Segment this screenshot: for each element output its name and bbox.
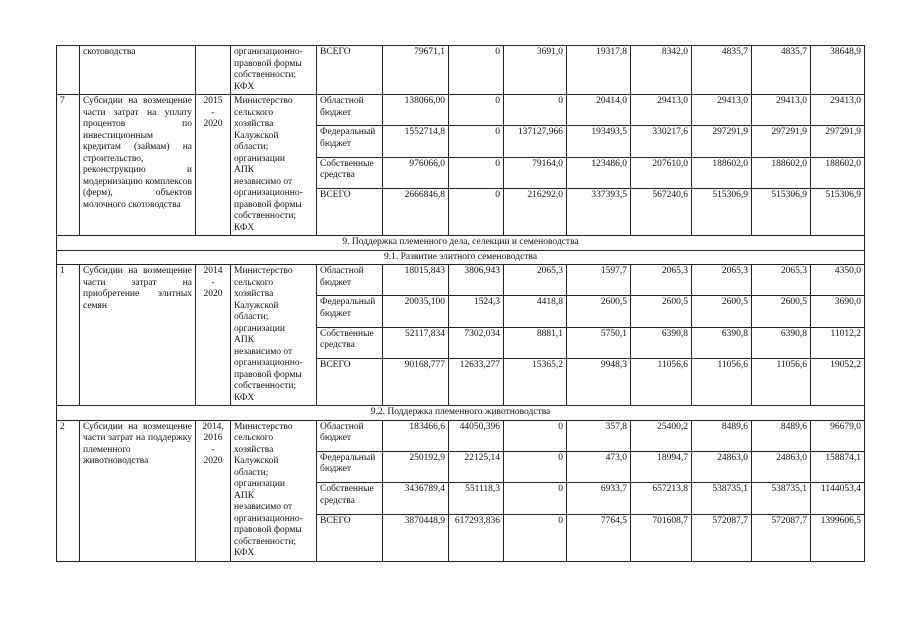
item-executor-cell: Министерство сельского хозяйства Калужской области; организации АПК независимо от организационно- правовой формы собственности; КФХ xyxy=(231,265,317,406)
amount-cell: 0 xyxy=(504,483,567,514)
table-row xyxy=(57,95,865,126)
amount-cell: 216292,0 xyxy=(504,189,567,236)
amount-cell: 4418,8 xyxy=(504,296,567,327)
amount-cell: 8881,1 xyxy=(504,327,567,358)
amount-cell: 9948,3 xyxy=(567,359,631,406)
amount-cell: 250192,9 xyxy=(383,451,449,482)
funding-source-cell: Собственные средства xyxy=(317,483,383,514)
item-number-cell: 1 xyxy=(57,265,80,406)
amount-cell: 188602,0 xyxy=(811,157,865,188)
amount-cell: 976066,0 xyxy=(383,157,449,188)
item-name-cell: Субсидии на возмещение части затрат на поддержку племенного животноводства xyxy=(80,420,196,561)
amount-cell: 188602,0 xyxy=(752,157,811,188)
amount-cell: 0 xyxy=(504,451,567,482)
amount-cell: 29413,0 xyxy=(811,95,865,126)
amount-cell: 20414,0 xyxy=(567,95,631,126)
amount-cell: 29413,0 xyxy=(752,95,811,126)
amount-cell: 567240,6 xyxy=(631,189,692,236)
amount-cell: 2065,3 xyxy=(692,265,752,296)
amount-cell: 79671,1 xyxy=(383,46,449,95)
amount-cell: 617293,836 xyxy=(449,514,504,561)
funding-source-cell: Федеральный бюджет xyxy=(317,126,383,157)
amount-cell: 337393,5 xyxy=(567,189,631,236)
amount-cell: 38648,9 xyxy=(811,46,865,95)
amount-cell: 3870448,9 xyxy=(383,514,449,561)
amount-cell: 0 xyxy=(449,95,504,126)
amount-cell: 515306,9 xyxy=(752,189,811,236)
section-heading: 9. Поддержка племенного дела, селекции и семеноводства xyxy=(57,236,865,251)
amount-cell: 2666846,8 xyxy=(383,189,449,236)
item-number-cell: 7 xyxy=(57,95,80,236)
amount-cell: 22125,14 xyxy=(449,451,504,482)
amount-cell: 0 xyxy=(449,189,504,236)
section-heading-row xyxy=(57,406,865,421)
table-row xyxy=(57,46,865,95)
amount-cell: 158874,1 xyxy=(811,451,865,482)
amount-cell: 297291,9 xyxy=(811,126,865,157)
amount-cell: 29413,0 xyxy=(692,95,752,126)
amount-cell: 538735,1 xyxy=(692,483,752,514)
amount-cell: 330217,6 xyxy=(631,126,692,157)
funding-source-cell: Собственные средства xyxy=(317,327,383,358)
amount-cell: 1597,7 xyxy=(567,265,631,296)
amount-cell: 6390,8 xyxy=(692,327,752,358)
amount-cell: 7302,034 xyxy=(449,327,504,358)
amount-cell: 79164,0 xyxy=(504,157,567,188)
table-row xyxy=(57,420,865,451)
funding-source-cell: ВСЕГО xyxy=(317,514,383,561)
amount-cell: 6933,7 xyxy=(567,483,631,514)
amount-cell: 297291,9 xyxy=(752,126,811,157)
item-years-cell xyxy=(196,46,231,95)
amount-cell: 2600,5 xyxy=(692,296,752,327)
table-row xyxy=(57,265,865,296)
amount-cell: 6390,8 xyxy=(752,327,811,358)
funding-source-cell: Областной бюджет xyxy=(317,420,383,451)
amount-cell: 2065,3 xyxy=(752,265,811,296)
amount-cell: 2600,5 xyxy=(631,296,692,327)
amount-cell: 5750,1 xyxy=(567,327,631,358)
amount-cell: 19317,8 xyxy=(567,46,631,95)
amount-cell: 538735,1 xyxy=(752,483,811,514)
amount-cell: 357,8 xyxy=(567,420,631,451)
amount-cell: 138066,00 xyxy=(383,95,449,126)
item-executor-cell: Министерство сельского хозяйства Калужской области; организации АПК независимо от организационно- правовой формы собственности; КФХ xyxy=(231,420,317,561)
item-number-cell xyxy=(57,46,80,95)
amount-cell: 25400,2 xyxy=(631,420,692,451)
amount-cell: 572087,7 xyxy=(692,514,752,561)
amount-cell: 4350,0 xyxy=(811,265,865,296)
amount-cell: 188602,0 xyxy=(692,157,752,188)
amount-cell: 8489,6 xyxy=(692,420,752,451)
amount-cell: 11012,2 xyxy=(811,327,865,358)
amount-cell: 2600,5 xyxy=(567,296,631,327)
item-years-cell: 2015 - 2020 xyxy=(196,95,231,236)
amount-cell: 1399606,5 xyxy=(811,514,865,561)
amount-cell: 0 xyxy=(449,126,504,157)
item-number-cell: 2 xyxy=(57,420,80,561)
amount-cell: 297291,9 xyxy=(692,126,752,157)
amount-cell: 701608,7 xyxy=(631,514,692,561)
funding-source-cell: Собственные средства xyxy=(317,157,383,188)
amount-cell: 515306,9 xyxy=(692,189,752,236)
item-executor-cell: организационно- правовой формы собственности; КФХ xyxy=(231,46,317,95)
amount-cell: 207610,0 xyxy=(631,157,692,188)
amount-cell: 18994,7 xyxy=(631,451,692,482)
amount-cell: 52117,834 xyxy=(383,327,449,358)
item-name-cell: Субсидии на возмещение части затрат на уплату процентов по инвестиционным кредитам (займам) на строительство, реконструкцию и модернизацию комплексов (ферм), объектов молочного скотоводства xyxy=(80,95,196,236)
amount-cell: 572087,7 xyxy=(752,514,811,561)
funding-source-cell: Областной бюджет xyxy=(317,95,383,126)
item-name-cell: скотоводства xyxy=(80,46,196,95)
amount-cell: 473,0 xyxy=(567,451,631,482)
amount-cell: 657213,8 xyxy=(631,483,692,514)
amount-cell: 44050,396 xyxy=(449,420,504,451)
amount-cell: 0 xyxy=(504,514,567,561)
amount-cell: 1524,3 xyxy=(449,296,504,327)
amount-cell: 20035,100 xyxy=(383,296,449,327)
amount-cell: 3436789,4 xyxy=(383,483,449,514)
amount-cell: 4835,7 xyxy=(692,46,752,95)
amount-cell: 7764,5 xyxy=(567,514,631,561)
amount-cell: 24863,0 xyxy=(692,451,752,482)
amount-cell: 11056,6 xyxy=(692,359,752,406)
section-heading: 9.2. Поддержка племенного животноводства xyxy=(57,406,865,421)
amount-cell: 11056,6 xyxy=(631,359,692,406)
amount-cell: 18015,843 xyxy=(383,265,449,296)
amount-cell: 515306,9 xyxy=(811,189,865,236)
amount-cell: 2065,3 xyxy=(631,265,692,296)
funding-source-cell: ВСЕГО xyxy=(317,359,383,406)
amount-cell: 6390,8 xyxy=(631,327,692,358)
amount-cell: 0 xyxy=(449,46,504,95)
amount-cell: 3691,0 xyxy=(504,46,567,95)
amount-cell: 15365,2 xyxy=(504,359,567,406)
amount-cell: 1144053,4 xyxy=(811,483,865,514)
amount-cell: 3690,0 xyxy=(811,296,865,327)
program-table xyxy=(56,45,865,562)
amount-cell: 90168,777 xyxy=(383,359,449,406)
amount-cell: 2600,5 xyxy=(752,296,811,327)
amount-cell: 123486,0 xyxy=(567,157,631,188)
item-executor-cell: Министерство сельского хозяйства Калужской области; организации АПК независимо от организационно- правовой формы собственности; КФХ xyxy=(231,95,317,236)
amount-cell: 0 xyxy=(504,95,567,126)
item-years-cell: 2014, 2016 - 2020 xyxy=(196,420,231,561)
amount-cell: 183466,6 xyxy=(383,420,449,451)
amount-cell: 1552714,8 xyxy=(383,126,449,157)
amount-cell: 4835,7 xyxy=(752,46,811,95)
section-heading: 9.1. Развитие элитного семеноводства xyxy=(57,250,865,265)
amount-cell: 19052,2 xyxy=(811,359,865,406)
amount-cell: 8342,0 xyxy=(631,46,692,95)
amount-cell: 24863,0 xyxy=(752,451,811,482)
amount-cell: 551118,3 xyxy=(449,483,504,514)
section-heading-row xyxy=(57,250,865,265)
document-page xyxy=(56,45,864,562)
section-heading-row xyxy=(57,236,865,251)
item-years-cell: 2014 - 2020 xyxy=(196,265,231,406)
amount-cell: 193493,5 xyxy=(567,126,631,157)
amount-cell: 29413,0 xyxy=(631,95,692,126)
funding-source-cell: Областной бюджет xyxy=(317,265,383,296)
funding-source-cell: Федеральный бюджет xyxy=(317,451,383,482)
amount-cell: 8489,6 xyxy=(752,420,811,451)
amount-cell: 3806,943 xyxy=(449,265,504,296)
funding-source-cell: ВСЕГО xyxy=(317,46,383,95)
funding-source-cell: ВСЕГО xyxy=(317,189,383,236)
amount-cell: 2065,3 xyxy=(504,265,567,296)
amount-cell: 137127,966 xyxy=(504,126,567,157)
amount-cell: 12633,277 xyxy=(449,359,504,406)
item-name-cell: Субсидии на возмещение части затрат на приобретение элитных семян xyxy=(80,265,196,406)
funding-source-cell: Федеральный бюджет xyxy=(317,296,383,327)
amount-cell: 96679,0 xyxy=(811,420,865,451)
amount-cell: 0 xyxy=(504,420,567,451)
amount-cell: 11056,6 xyxy=(752,359,811,406)
amount-cell: 0 xyxy=(449,157,504,188)
